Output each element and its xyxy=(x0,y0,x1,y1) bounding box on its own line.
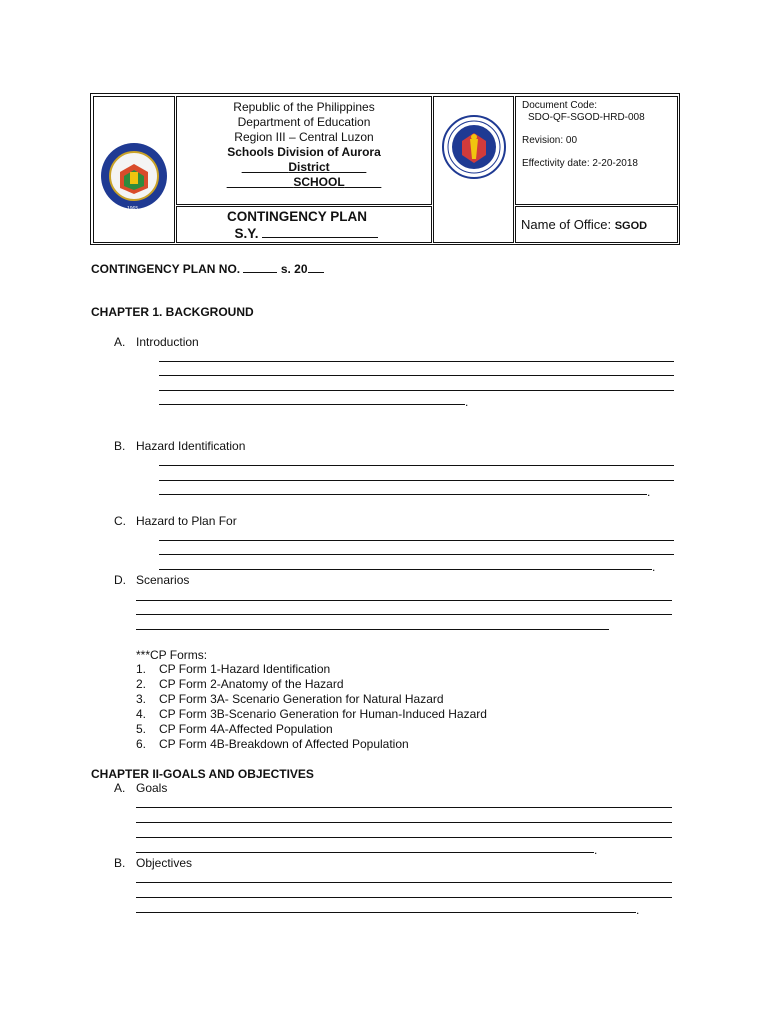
section-a-label: Introduction xyxy=(136,335,199,349)
cp-form-2: CP Form 2-Anatomy of the Hazard xyxy=(159,677,344,691)
header-line-1: Republic of the Philippines xyxy=(233,100,375,114)
hazard-plan-line-1[interactable] xyxy=(159,540,674,541)
cp-forms-title: ***CP Forms: xyxy=(136,648,208,662)
title-cell xyxy=(176,96,432,205)
office-cell xyxy=(515,206,678,243)
goals-line-1[interactable] xyxy=(136,807,672,808)
school-blank xyxy=(227,175,382,189)
cp-form-4: CP Form 3B-Scenario Generation for Human-Induced Hazard xyxy=(159,707,487,721)
section-c-label: Hazard to Plan For xyxy=(136,514,237,528)
plan-no-label: CONTINGENCY PLAN NO. xyxy=(91,262,241,276)
cp-form-num-3: 3. xyxy=(136,692,147,706)
goals-line-2[interactable] xyxy=(136,822,672,823)
sy-label: S.Y. xyxy=(234,226,259,241)
office-text xyxy=(521,217,647,232)
cp-form-num-2: 2. xyxy=(136,677,147,691)
division-seal-icon xyxy=(100,142,168,210)
header-line-4: Schools Division of Aurora xyxy=(227,145,381,159)
cp-form-5: CP Form 4A-Affected Population xyxy=(159,722,333,736)
goals-marker: A. xyxy=(114,781,126,795)
school-label: SCHOOL xyxy=(293,175,345,189)
chapter2-title: CHAPTER II-GOALS AND OBJECTIVES xyxy=(91,767,314,781)
plan-year-blank[interactable] xyxy=(308,261,324,273)
section-d-marker: D. xyxy=(114,573,126,587)
section-b-marker: B. xyxy=(114,439,126,453)
cp-form-6: CP Form 4B-Breakdown of Affected Population xyxy=(159,737,409,751)
objectives-line-3[interactable] xyxy=(136,912,636,913)
plan-no-blank[interactable] xyxy=(243,261,277,273)
section-d-label: Scenarios xyxy=(136,573,190,587)
document-code-label: Document Code: xyxy=(522,100,598,111)
effectivity-date: Effectivity date: 2-20-2018 xyxy=(522,158,638,169)
intro-line-1[interactable] xyxy=(159,361,674,362)
goals-line-4[interactable] xyxy=(136,852,594,853)
section-b-label: Hazard Identification xyxy=(136,439,246,453)
cp-form-num-4: 4. xyxy=(136,707,147,721)
objectives-period: . xyxy=(636,903,640,917)
sy-line xyxy=(227,225,378,242)
plan-title-block xyxy=(227,208,378,242)
objectives-line-1[interactable] xyxy=(136,882,672,883)
plan-title: CONTINGENCY PLAN xyxy=(227,209,368,224)
cp-form-3: CP Form 3A- Scenario Generation for Natural Hazard xyxy=(159,692,444,706)
plan-cell xyxy=(176,206,432,243)
hazard-plan-line-3[interactable] xyxy=(159,569,652,570)
header-line-3: Region III – Central Luzon xyxy=(234,130,374,144)
intro-line-4[interactable] xyxy=(159,404,465,405)
deped-seal-icon xyxy=(442,115,506,179)
objectives-line-2[interactable] xyxy=(136,897,672,898)
goals-label: Goals xyxy=(136,781,168,795)
scenarios-line-3[interactable] xyxy=(136,629,609,630)
objectives-marker: B. xyxy=(114,856,126,870)
school-line xyxy=(177,175,431,190)
goals-line-3[interactable] xyxy=(136,837,672,838)
document-code-cell xyxy=(515,96,678,205)
section-a-marker: A. xyxy=(114,335,126,349)
scenarios-line-2[interactable] xyxy=(136,614,672,615)
hazard-id-line-2[interactable] xyxy=(159,480,674,481)
district-label: District xyxy=(288,160,330,174)
logo-cell-right xyxy=(433,96,514,243)
hazard-plan-line-2[interactable] xyxy=(159,554,674,555)
objectives-label: Objectives xyxy=(136,856,193,870)
revision: Revision: 00 xyxy=(522,135,578,146)
scenarios-line-1[interactable] xyxy=(136,600,672,601)
document-code: SDO-QF-SGOD-HRD-008 xyxy=(528,112,645,123)
header-line-2: Department of Education xyxy=(237,115,371,129)
hazard-id-line-3[interactable] xyxy=(159,494,647,495)
goals-period: . xyxy=(594,843,598,857)
intro-line-2[interactable] xyxy=(159,375,674,376)
hazard-id-period: . xyxy=(647,485,651,499)
office-value: SGOD xyxy=(614,220,648,232)
intro-period: . xyxy=(465,395,469,409)
cp-form-1: CP Form 1-Hazard Identification xyxy=(159,662,331,676)
district-line xyxy=(177,160,431,175)
section-c-marker: C. xyxy=(114,514,126,528)
chapter1-title: CHAPTER 1. BACKGROUND xyxy=(91,305,254,319)
district-blank xyxy=(242,160,367,174)
plan-no-year-label: s. 20 xyxy=(280,262,308,276)
plan-no-line xyxy=(91,261,324,276)
office-label: Name of Office: xyxy=(521,217,612,232)
cp-form-num-6: 6. xyxy=(136,737,147,751)
cp-form-num-5: 5. xyxy=(136,722,147,736)
logo-cell-left xyxy=(93,96,175,243)
cp-form-num-1: 1. xyxy=(136,662,147,676)
hazard-plan-period: . xyxy=(652,560,656,574)
logo-left-year: 1965 xyxy=(127,206,139,212)
hazard-id-line-1[interactable] xyxy=(159,465,674,466)
intro-line-3[interactable] xyxy=(159,390,674,391)
sy-blank[interactable] xyxy=(262,225,378,238)
